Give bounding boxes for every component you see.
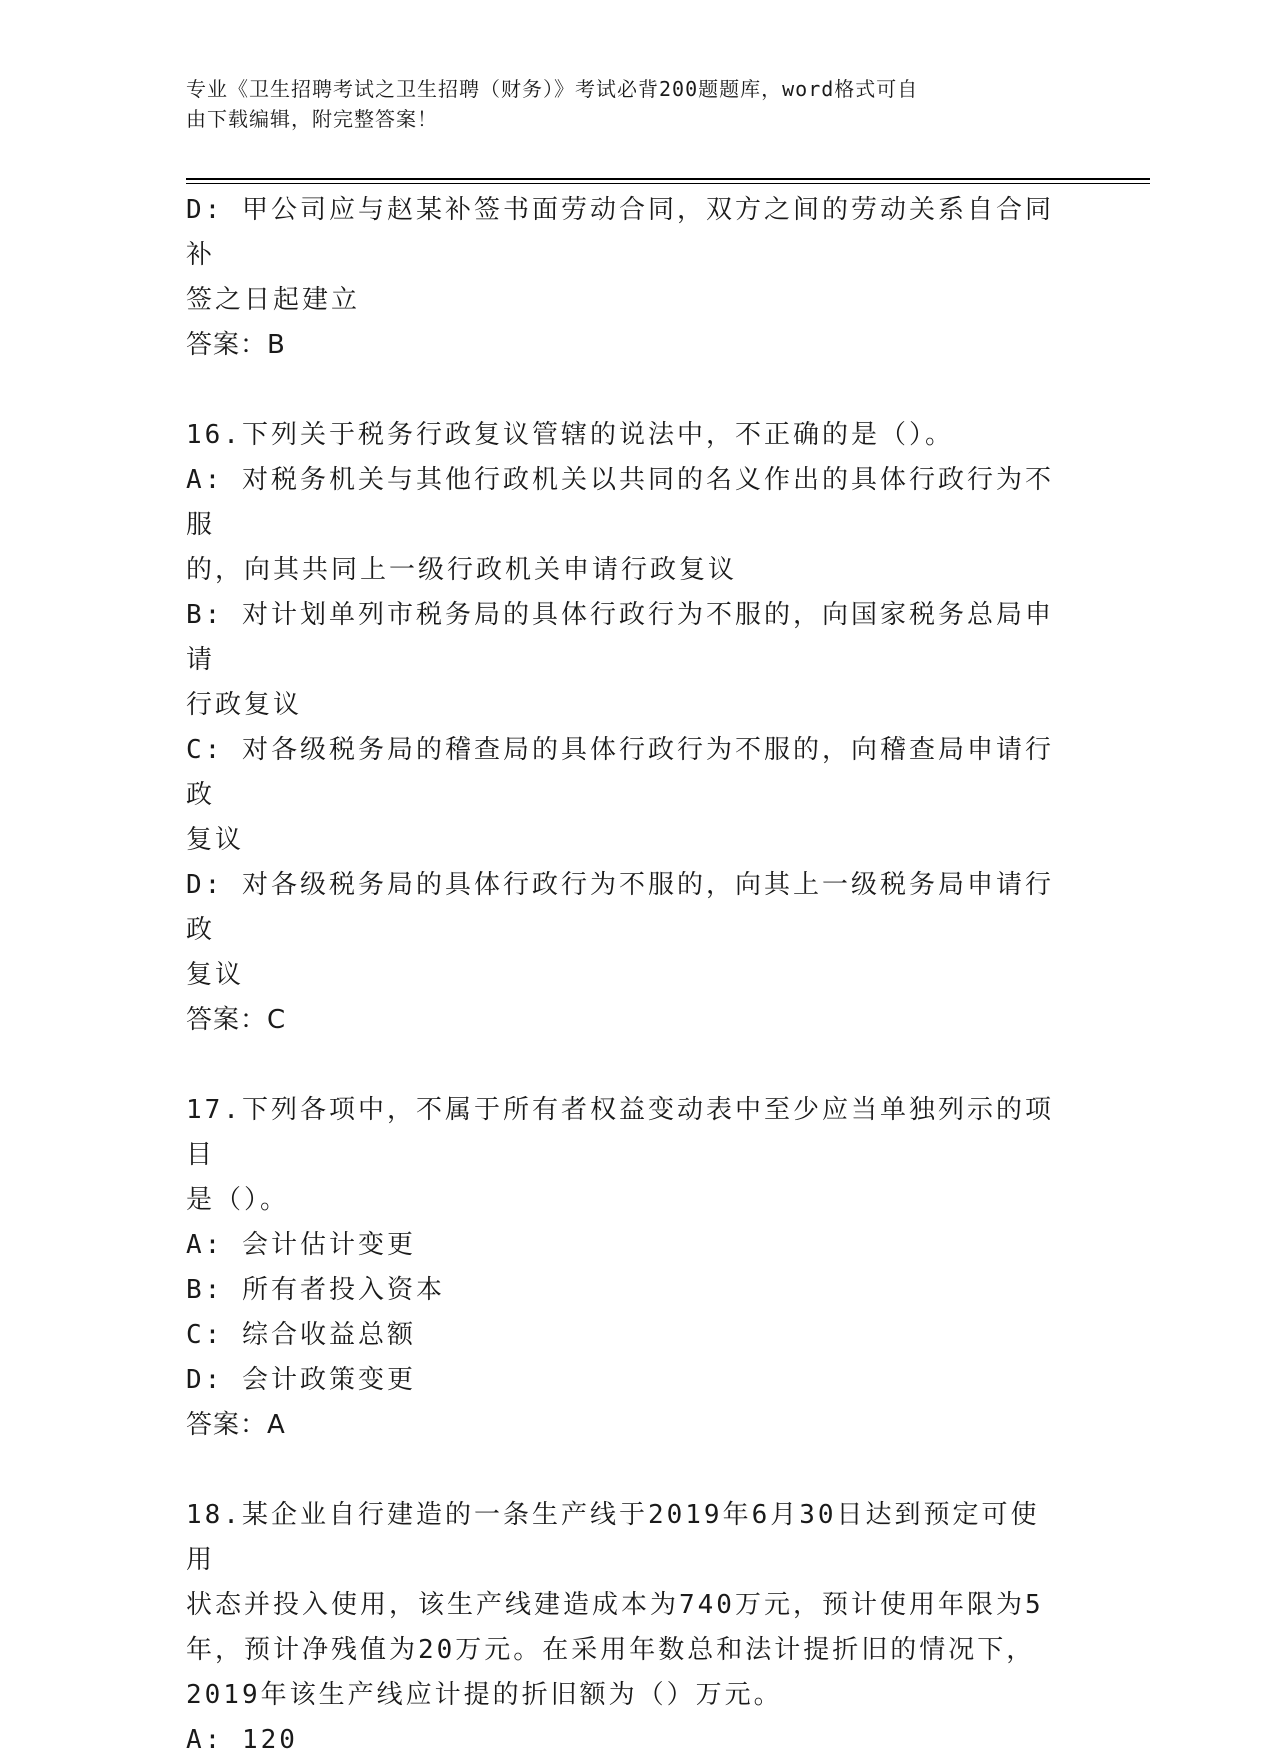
question-17-text-line-2: 是（）。 — [186, 1185, 290, 1215]
option-c-line-2: 复议 — [186, 825, 245, 855]
document-header — [186, 74, 1066, 134]
spacer — [186, 1043, 1066, 1088]
header-line-2: 由下载编辑，附完整答案！ — [186, 107, 438, 131]
question-16-text: 16.下列关于税务行政复议管辖的说法中，不正确的是（）。 — [186, 420, 954, 450]
question-18-text-line-4: 2019年该生产线应计提的折旧额为（）万元。 — [186, 1680, 783, 1710]
spacer — [186, 1448, 1066, 1493]
question-18-text-line-3: 年，预计净残值为20万元。在采用年数总和法计提折旧的情况下， — [186, 1635, 1036, 1665]
document-body — [186, 188, 1066, 1763]
option-a-line-2: 的，向其共同上一级行政机关申请行政复议 — [186, 555, 738, 585]
answer-16: 答案：C — [186, 1005, 287, 1035]
option-d-line-2: 签之日起建立 — [186, 285, 361, 315]
answer-17: 答案：A — [186, 1410, 286, 1440]
question-17-text-line-1: 17.下列各项中，不属于所有者权益变动表中至少应当单独列示的项目 — [186, 1095, 1054, 1170]
question-15-tail — [186, 188, 1066, 368]
option-d-line-2: 复议 — [186, 960, 245, 990]
spacer — [186, 368, 1066, 413]
option-b-line-1: B: 对计划单列市税务局的具体行政行为不服的，向国家税务总局申请 — [186, 600, 1054, 675]
question-16 — [186, 413, 1066, 1043]
option-c-line-1: C: 对各级税务局的稽查局的具体行政行为不服的，向稽查局申请行政 — [186, 735, 1054, 810]
question-18-text-line-2: 状态并投入使用，该生产线建造成本为740万元，预计使用年限为5 — [186, 1590, 1044, 1620]
option-a: A: 120 — [186, 1725, 298, 1755]
header-divider-thick — [186, 178, 1150, 180]
header-divider-thin — [186, 183, 1150, 184]
option-d-line-1: D: 甲公司应与赵某补签书面劳动合同，双方之间的劳动关系自合同补 — [186, 195, 1054, 270]
answer-15: 答案：B — [186, 330, 286, 360]
option-b: B: 所有者投入资本 — [186, 1275, 445, 1305]
option-a-line-1: A: 对税务机关与其他行政机关以共同的名义作出的具体行政行为不服 — [186, 465, 1054, 540]
option-a: A: 会计估计变更 — [186, 1230, 416, 1260]
option-d: D: 会计政策变更 — [186, 1365, 416, 1395]
header-line-1: 专业《卫生招聘考试之卫生招聘（财务）》考试必背200题题库，word格式可自 — [186, 77, 919, 101]
question-18 — [186, 1493, 1066, 1763]
option-d-line-1: D: 对各级税务局的具体行政行为不服的，向其上一级税务局申请行政 — [186, 870, 1054, 945]
option-c: C: 综合收益总额 — [186, 1320, 416, 1350]
option-b-line-2: 行政复议 — [186, 690, 303, 720]
question-18-text-line-1: 18.某企业自行建造的一条生产线于2019年6月30日达到预定可使用 — [186, 1500, 1040, 1575]
question-17 — [186, 1088, 1066, 1448]
